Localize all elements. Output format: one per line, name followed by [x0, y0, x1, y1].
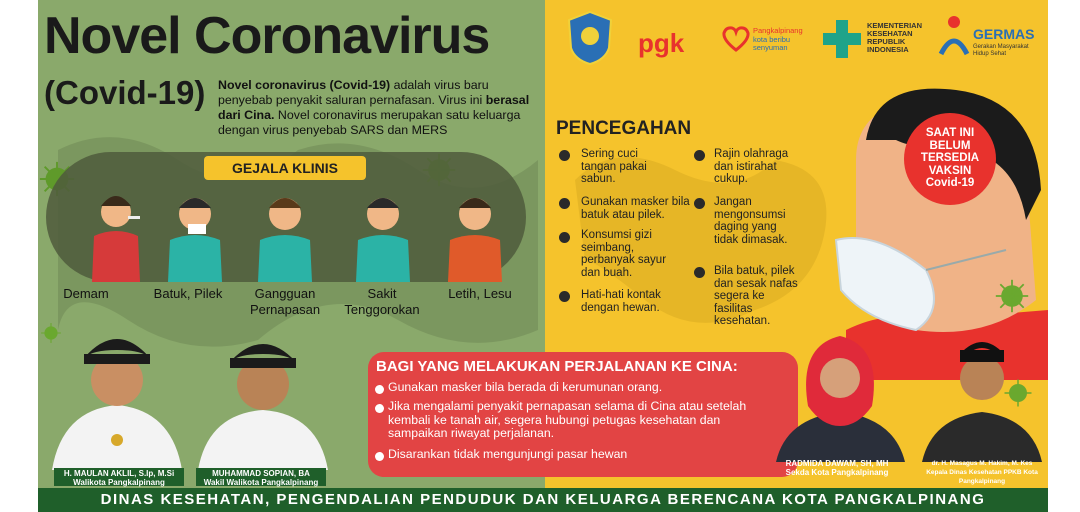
pgk-logo: pgk	[638, 28, 685, 58]
intro-bold-2: berasal dari Cina.	[218, 93, 530, 122]
travel-title: BAGI YANG MELAKUKAN PERJALANAN KE CINA:	[376, 358, 738, 375]
vaksin-line: SAAT INI	[925, 127, 975, 139]
official-photo-1	[42, 310, 192, 470]
prevention-item: Konsumsi gizi seimbang, perbanyak sayur dan buah.	[581, 229, 667, 279]
bullet-icon	[559, 232, 570, 243]
kemenkes-text: KEMENTERIAN KESEHATAN REPUBLIK INDONESIA	[867, 21, 923, 54]
official-photo-2	[188, 318, 338, 470]
vaksin-line: BELUM	[929, 139, 971, 152]
official-photo-4	[916, 326, 1048, 462]
symptom-label: Letih, Lesu	[448, 286, 512, 301]
official-name-tag-3	[772, 458, 902, 476]
symptom-label: Sakit Tenggorokan	[344, 286, 420, 317]
prevention-item: Gunakan masker bila batuk atau pilek.	[581, 196, 690, 221]
prevention-item: Bila batuk, pilek dan sesak nafas segera ke fasilitas kesehatan.	[714, 265, 798, 327]
sore-throat-person-icon	[338, 186, 428, 282]
bullet-icon	[375, 404, 384, 413]
tagline-2: kota beribu senyuman	[753, 35, 791, 52]
official-role: Walikota Pangkalpinang	[73, 478, 165, 487]
prevention-item: Sering cuci tangan pakai sabun.	[581, 148, 647, 185]
prevention-item: Jangan mengonsumsi daging yang tidak dimasak.	[714, 196, 788, 246]
cough-person-icon	[150, 186, 240, 282]
official-name-tag-4	[916, 458, 1048, 485]
bullet-icon	[559, 291, 570, 302]
page-title: Novel Coronavirus	[44, 7, 490, 65]
prevention-item: Hati-hati kontak dengan hewan.	[581, 289, 661, 314]
logo-bar	[553, 8, 1048, 70]
travel-item: Gunakan masker bila berada di kerumunan orang.	[388, 380, 663, 394]
page-subtitle: (Covid-19)	[44, 74, 206, 111]
tired-person-icon	[430, 186, 520, 282]
official-role: Sekda Kota Pangkalpinang	[785, 468, 889, 477]
bullet-icon	[375, 452, 384, 461]
vaksin-line: VAKSIN	[928, 164, 972, 177]
official-name: MUHAMMAD SOPIAN, BA	[212, 469, 310, 478]
kemenkes-icon	[821, 18, 863, 60]
city-emblem-icon	[565, 10, 615, 66]
symptom-label: Batuk, Pilek	[153, 286, 223, 301]
germas-icon	[937, 14, 971, 58]
heart-icon	[721, 26, 751, 52]
germas-sub: Gerakan Masyarakat Hidup Sehat	[973, 44, 1029, 57]
prevention-item: Rajin olahraga dan istirahat cukup.	[714, 148, 789, 185]
gejala-title: GEJALA KLINIS	[204, 156, 366, 180]
bullet-icon	[694, 150, 705, 161]
footer-banner: DINAS KESEHATAN, PENGENDALIAN PENDUDUK DAN KELUARGA BERENCANA KOTA PANGKALPINANG	[38, 488, 1048, 512]
tagline-1: Pangkalpinang	[753, 26, 803, 35]
official-name: RADMIDA DAWAM, SH, MH	[785, 459, 889, 468]
official-role: Wakil Walikota Pangkalpinang	[203, 478, 319, 487]
official-name-tag-2	[196, 468, 326, 486]
vaksin-line: Covid-19	[925, 177, 975, 189]
virus-icon	[994, 278, 1030, 314]
travel-item: Jika mengalami penyakit pernapasan selama di Cina atau setelah kembali ke tanah air, segera hubungi petugas kesehatan dan sampaikan riwayat perjalanan.	[388, 399, 747, 440]
intro-bold-1: Novel coronavirus (Covid-19)	[218, 78, 391, 92]
official-photo-3	[768, 326, 913, 462]
official-name: dr. H. Masagus M. Hakim, M. Kes	[931, 460, 1033, 467]
no-vaccine-badge	[904, 113, 996, 205]
vaksin-line: TERSEDIA	[920, 152, 980, 164]
bullet-icon	[559, 150, 570, 161]
breathing-person-icon	[240, 186, 330, 282]
bullet-icon	[694, 198, 705, 209]
symptom-label: Gangguan Pernapasan	[249, 286, 321, 317]
official-name-tag-1	[54, 468, 184, 486]
official-name: H. MAULAN AKLIL, S.Ip, M.Si	[63, 469, 175, 478]
official-role: Kepala Dinas Kesehatan PPKB Kota Pangkalpinang	[926, 469, 1038, 485]
intro-text-2: Novel coronavirus merupakan satu keluarga dengan virus penyebab SARS dan MERS	[218, 108, 521, 137]
symptom-label: Demam	[63, 286, 109, 301]
poster	[38, 0, 1048, 512]
pencegahan-title: PENCEGAHAN	[556, 118, 692, 139]
intro-paragraph	[218, 78, 536, 138]
bullet-icon	[694, 267, 705, 278]
bullet-icon	[375, 385, 384, 394]
intro-text-1: adalah virus baru penyebab penyakit saluran pernafasan. Virus ini	[218, 78, 489, 107]
germas-logo: GERMAS	[973, 26, 1035, 42]
bullet-icon	[559, 198, 570, 209]
travel-item: Disarankan tidak mengunjungi pasar hewan	[388, 447, 628, 461]
